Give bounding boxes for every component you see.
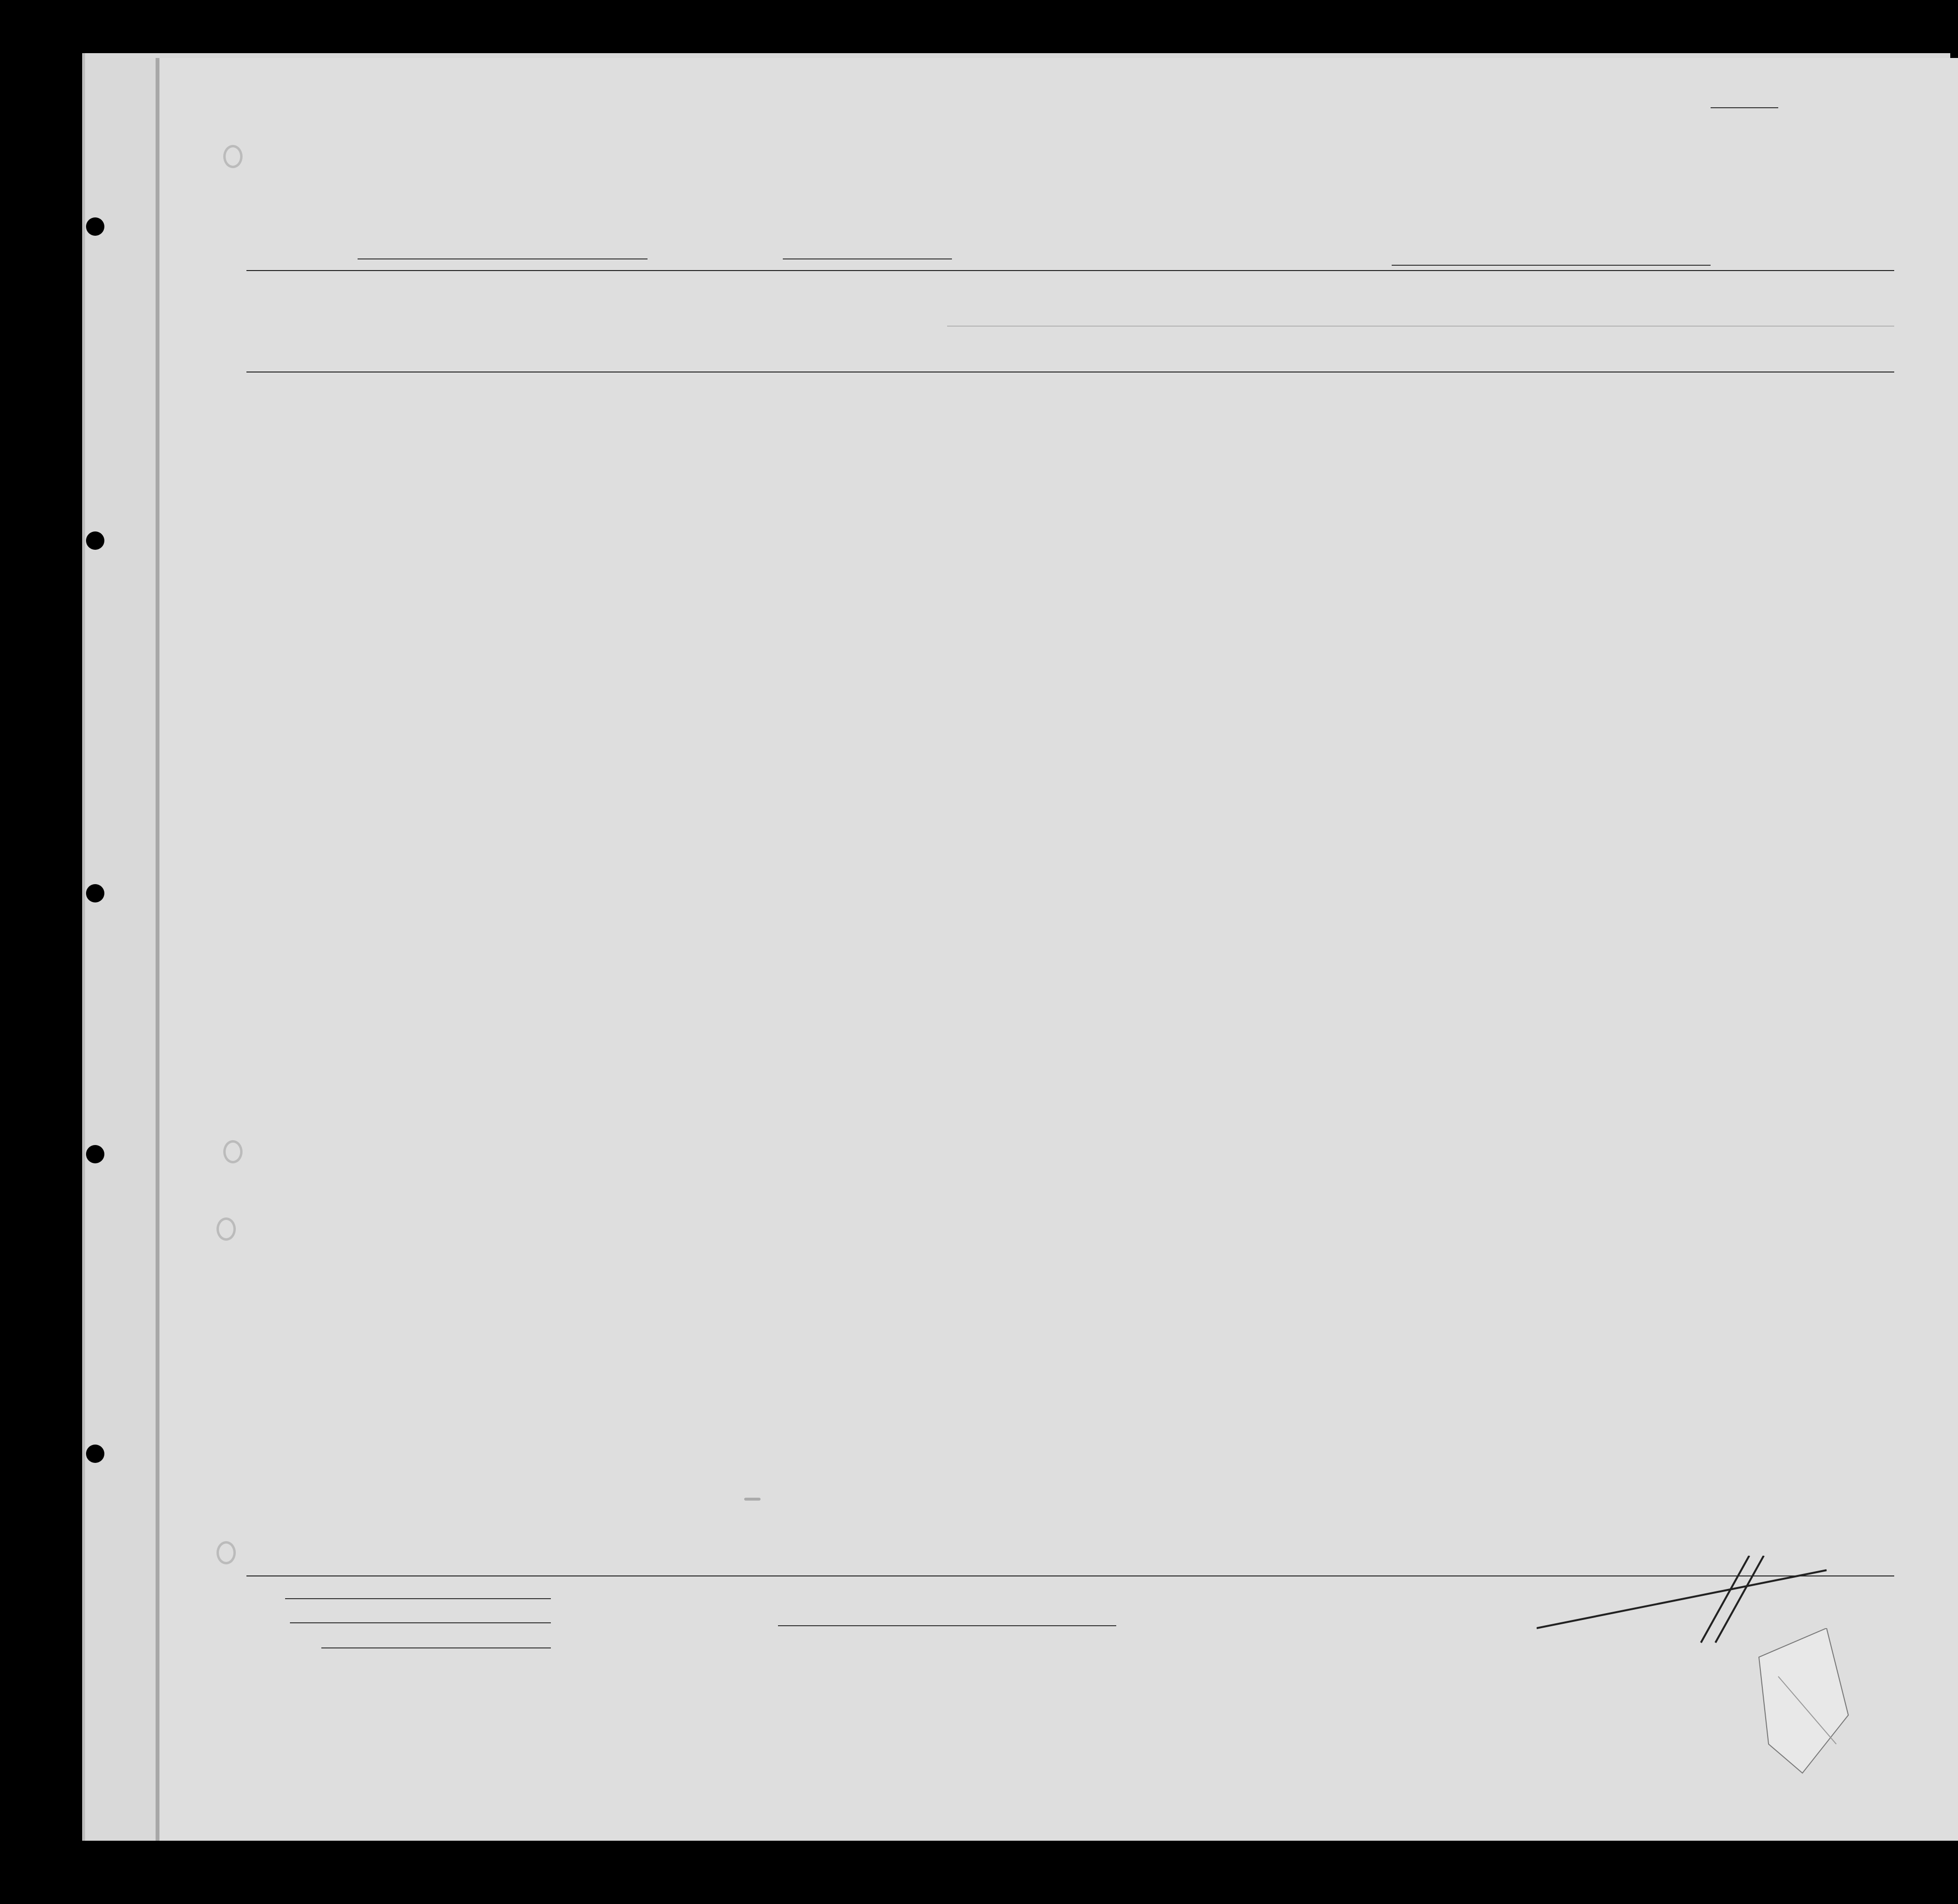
owners-underline (290, 1622, 551, 1623)
col3-header (645, 284, 727, 290)
inspector-line (778, 1625, 1116, 1626)
col11-header (1375, 284, 1476, 299)
col9-header (1283, 284, 1326, 299)
torn-corner (1749, 1628, 1851, 1783)
line-underline (285, 1598, 551, 1599)
col2-header (290, 285, 638, 294)
col8-header (1223, 284, 1281, 289)
col6-header (950, 284, 1109, 291)
col14-header (1595, 284, 1648, 299)
col15-header (1648, 284, 1773, 290)
col5-header (824, 284, 947, 299)
col10-header (1329, 284, 1372, 299)
circled-count (744, 1498, 761, 1501)
agents-underline (321, 1647, 551, 1648)
col7-header (1111, 284, 1223, 289)
